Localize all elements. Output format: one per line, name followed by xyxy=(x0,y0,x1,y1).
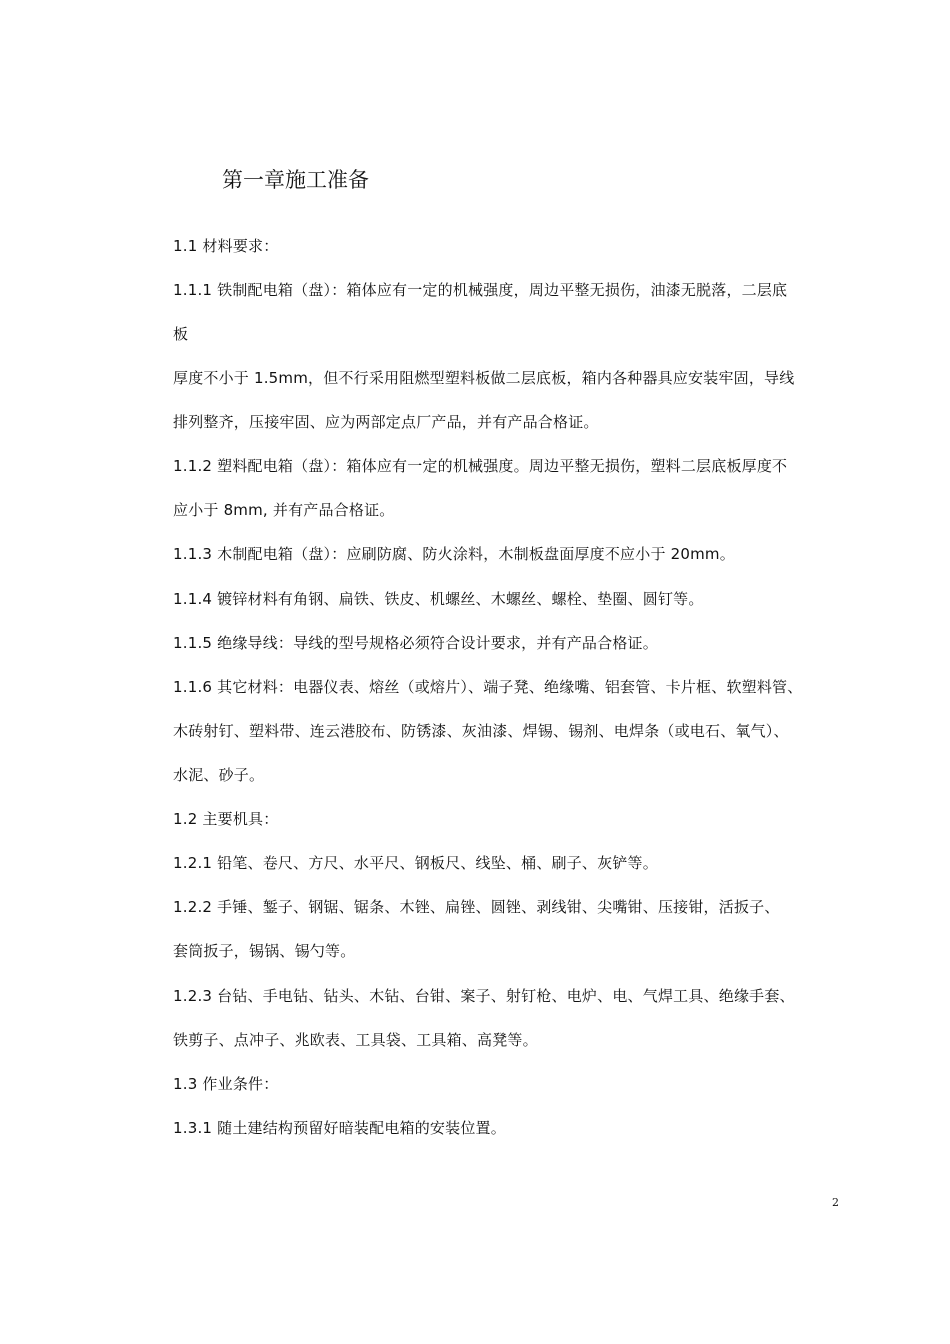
text-line: 1.2 主要机具： xyxy=(173,810,279,828)
text-line: 1.2.2 手锤、錾子、钢锯、锯条、木锉、扁锉、圆锉、剥线钳、尖嘴钳、压接钳，活扳子、 xyxy=(173,898,780,916)
text-line: 1.2.1 铅笔、卷尺、方尺、水平尺、钢板尺、线坠、桶、刷子、灰铲等。 xyxy=(173,854,658,872)
text-line: 1.1.6 其它材料：电器仪表、熔丝（或熔片）、端子凳、绝缘嘴、铝套管、卡片框、软塑料管、 xyxy=(173,678,803,696)
text-line: 水泥、砂子。 xyxy=(173,766,265,784)
text-line: 1.3 作业条件： xyxy=(173,1075,279,1093)
chapter-title: 第一章施工准备 xyxy=(222,168,369,192)
text-line: 铁剪子、点冲子、兆欧表、工具袋、工具箱、高凳等。 xyxy=(173,1031,538,1049)
text-line: 厚度不小于 1.5mm，但不行采用阻燃型塑料板做二层底板，箱内各种器具应安装牢固，导线 xyxy=(173,369,795,387)
text-line: 1.1.1 铁制配电箱（盘）：箱体应有一定的机械强度，周边平整无损伤，油漆无脱落，二层底 xyxy=(173,281,788,299)
text-line: 木砖射钉、塑料带、连云港胶布、防锈漆、灰油漆、焊锡、锡剂、电焊条（或电石、氧气）、 xyxy=(173,722,789,740)
text-line: 1.1.5 绝缘导线：导线的型号规格必须符合设计要求，并有产品合格证。 xyxy=(173,634,658,652)
page-number: 2 xyxy=(832,1196,839,1209)
text-line: 板 xyxy=(173,325,189,343)
text-line: 套筒扳子，锡锅、锡勺等。 xyxy=(173,942,356,960)
text-line: 1.2.3 台钻、手电钻、钻头、木钻、台钳、案子、射钉枪、电炉、电、气焊工具、绝缘手套、 xyxy=(173,987,795,1005)
text-line: 1.1.3 木制配电箱（盘）：应刷防腐、防火涂料，木制板盘面厚度不应小于 20mm。 xyxy=(173,545,735,563)
text-line: 排列整齐，压接牢固、应为两部定点厂产品，并有产品合格证。 xyxy=(173,413,599,431)
text-line: 1.1 材料要求： xyxy=(173,237,279,255)
text-line: 1.3.1 随土建结构预留好暗装配电箱的安装位置。 xyxy=(173,1119,506,1137)
text-line: 1.1.4 镀锌材料有角钢、扁铁、铁皮、机螺丝、木螺丝、螺栓、垫圈、圆钉等。 xyxy=(173,590,704,608)
text-line: 1.1.2 塑料配电箱（盘）：箱体应有一定的机械强度。周边平整无损伤，塑料二层底板厚度不 xyxy=(173,457,788,475)
text-line: 应小于 8mm, 并有产品合格证。 xyxy=(173,501,395,519)
